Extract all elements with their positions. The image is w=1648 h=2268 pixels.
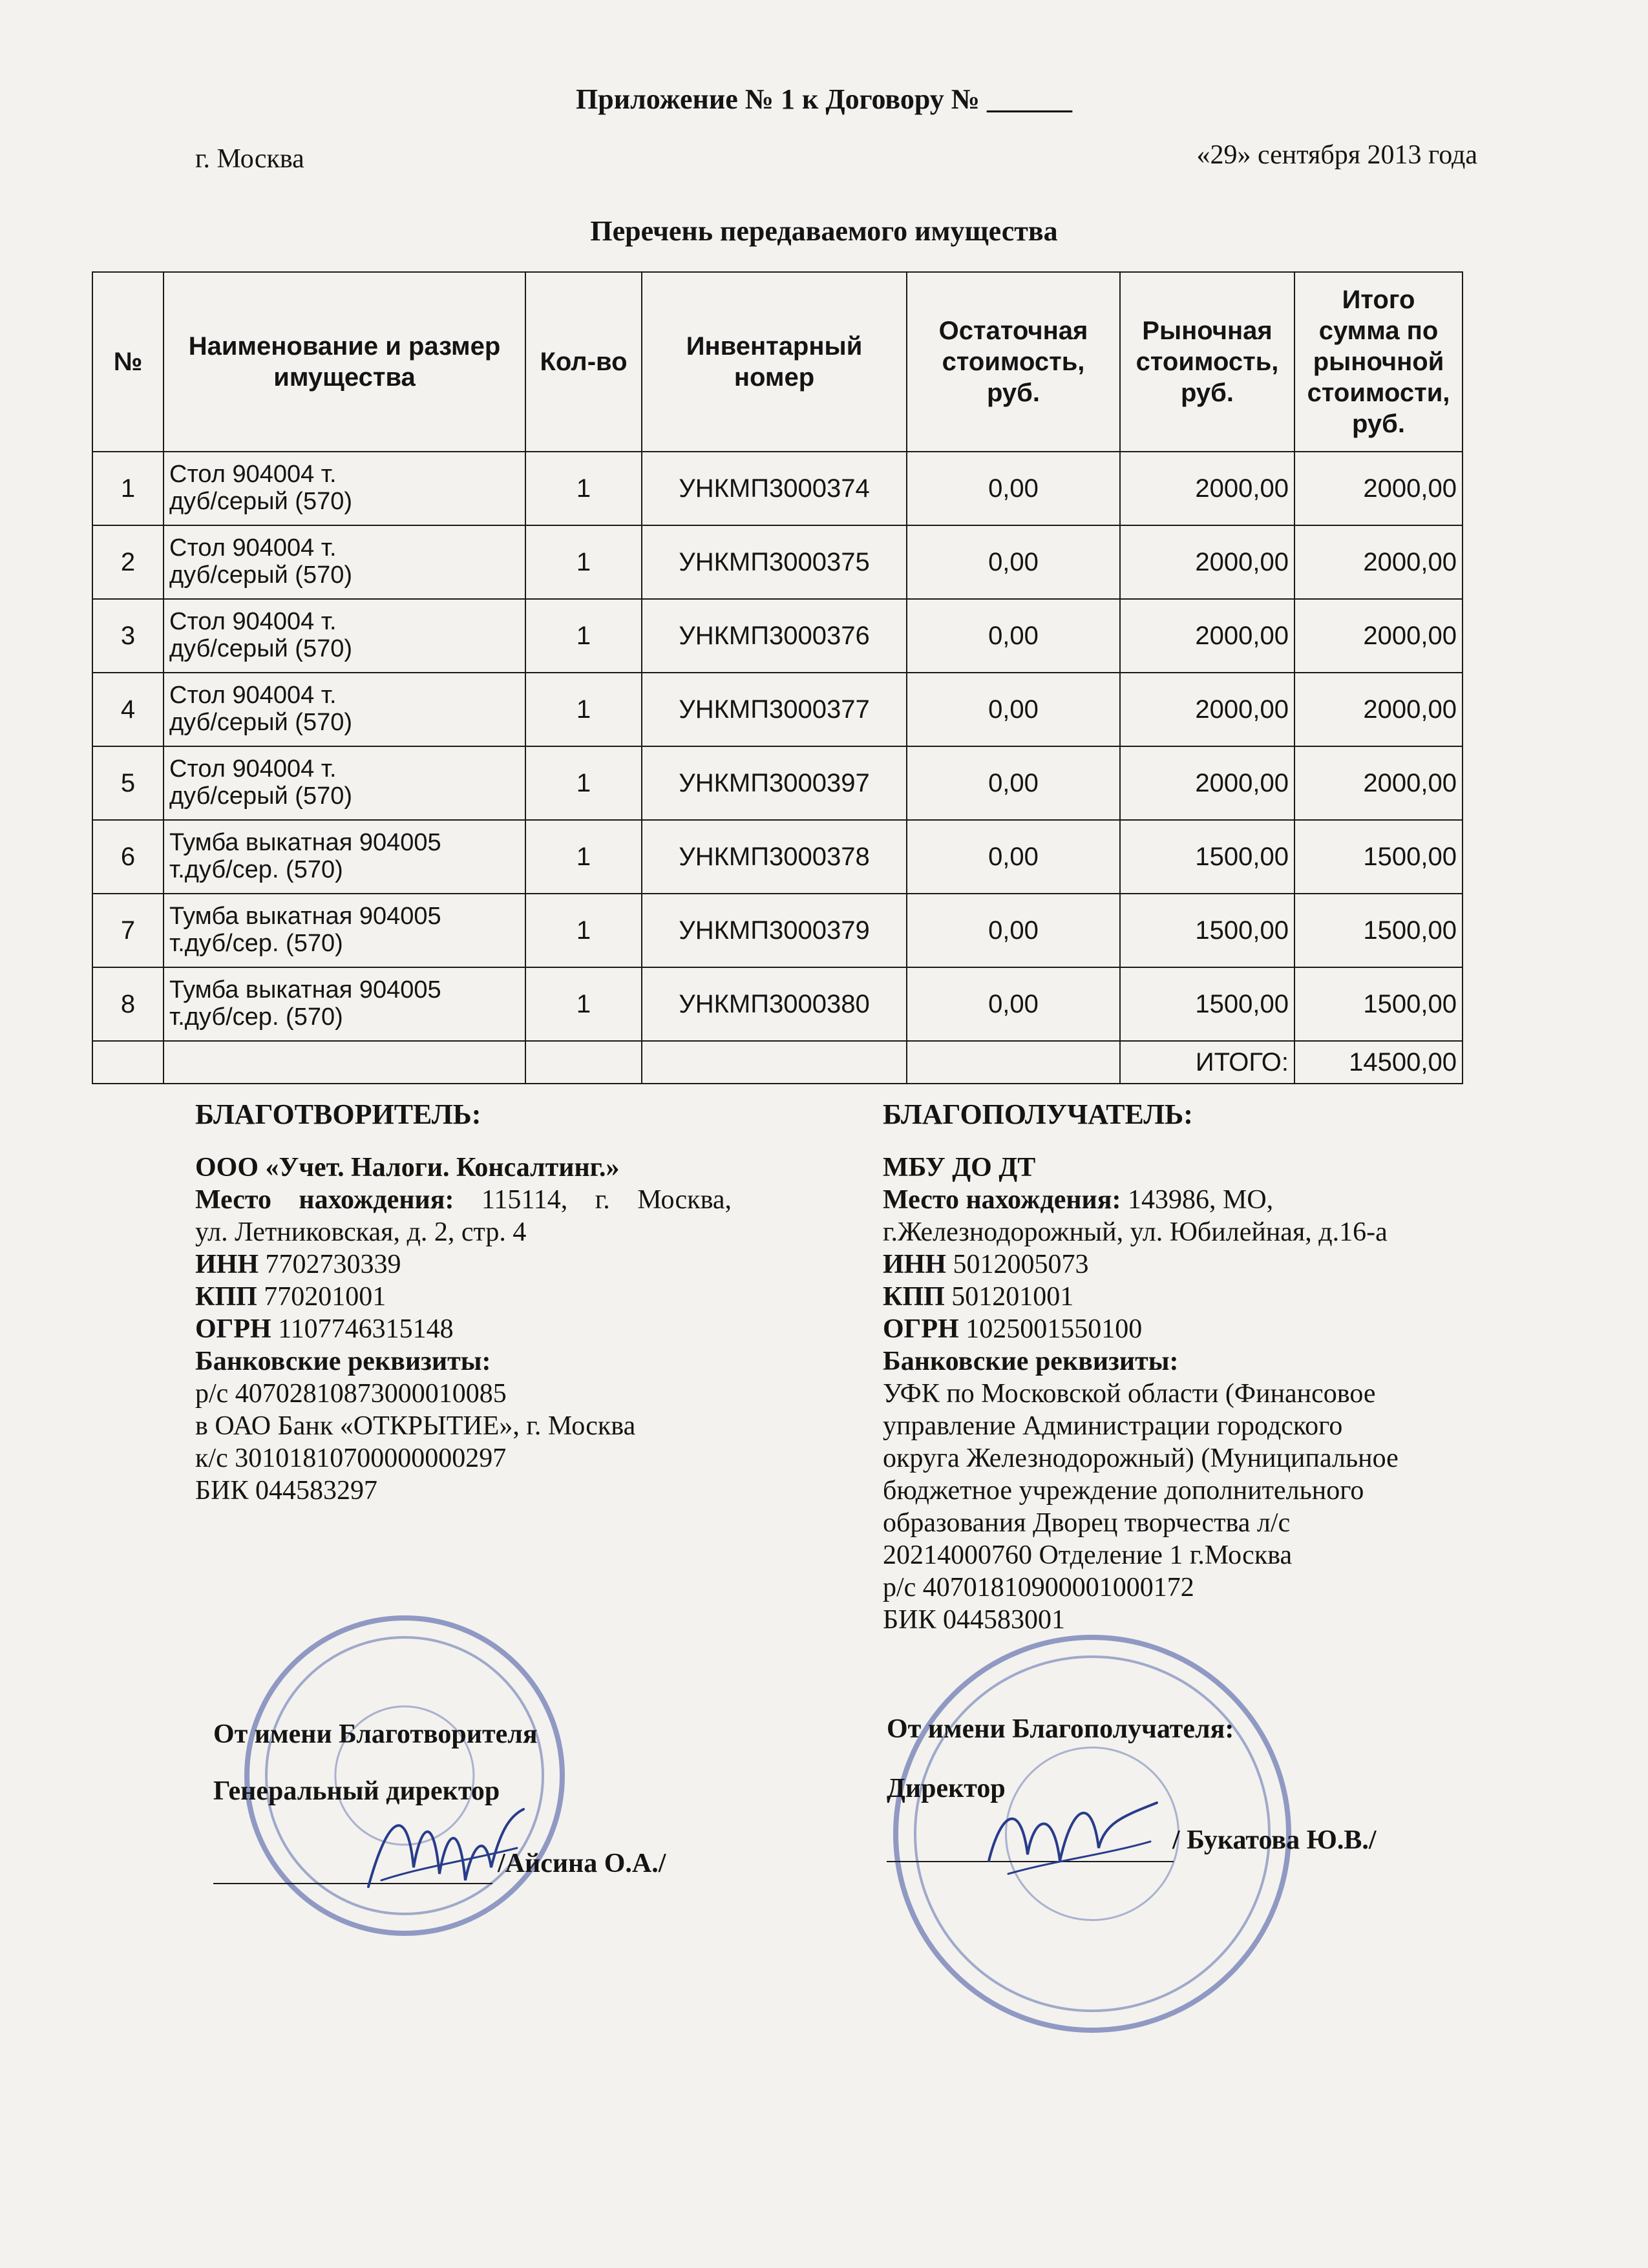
row-market: 2000,00 [1120,673,1294,746]
table-row [92,599,1463,673]
row-inventory: УНКМП3000374 [642,452,907,525]
table-row [92,967,1463,1041]
row-num: 8 [92,967,164,1041]
column-header-market: Рыночная стоимость, руб. [1120,272,1294,452]
recipient-bank-line: округа Железнодорожный) (Муниципальное [883,1444,1399,1473]
recipient-ogrn-label: ОГРН [883,1314,959,1344]
row-name [164,967,525,1041]
donor-ogrn-label: ОГРН [195,1314,271,1344]
recipient-bank-line: УФК по Московской области (Финансовое [883,1379,1376,1409]
column-header-qty: Кол-во [525,272,642,452]
donor-bank-line: в ОАО Банк «ОТКРЫТИЕ», г. Москва [195,1411,636,1441]
row-name-line: дуб/серый (570) [169,709,352,736]
donor-address-label: Место нахождения: [195,1185,454,1215]
row-name [164,746,525,820]
row-name-line: Тумба выкатная 904005 [169,903,441,930]
column-header-name: Наименование и размер имущества [164,272,525,452]
document-title: Приложение № 1 к Договору № ______ [576,83,1072,115]
column-header-num: № [92,272,164,452]
row-name-line: т.дуб/сер. (570) [169,1003,343,1031]
recipient-address-label: Место нахождения: [883,1185,1121,1215]
row-name [164,525,525,599]
row-num: 3 [92,599,164,673]
row-name-line: Стол 904004 т. [169,608,337,636]
row-name-line: Стол 904004 т. [169,755,337,783]
donor-heading: БЛАГОТВОРИТЕЛЬ: [195,1098,481,1130]
donor-bank-label: Банковские реквизиты: [195,1347,491,1376]
table-row [92,894,1463,967]
row-total: 2000,00 [1294,599,1463,673]
donor-bank-line: р/с 40702810873000010085 [195,1379,507,1409]
column-header-total: Итого сумма по рыночной стоимости, руб. [1294,272,1463,452]
empty-cell [642,1041,907,1084]
table-total-row [92,1041,1463,1084]
row-name [164,599,525,673]
row-total: 1500,00 [1294,894,1463,967]
recipient-sign-on-behalf: От имени Благополучателя: [887,1714,1234,1744]
recipient-kpp: 501201001 [951,1282,1074,1312]
row-name-line: Стол 904004 т. [169,461,337,488]
table-row [92,673,1463,746]
donor-ogrn: 1107746315148 [278,1314,454,1344]
row-total: 1500,00 [1294,820,1463,894]
recipient-signature-icon [982,1790,1163,1887]
row-total: 2000,00 [1294,746,1463,820]
recipient-position: Директор [887,1774,1006,1803]
document-date: «29» сентября 2013 года [1196,140,1477,170]
empty-cell [525,1041,642,1084]
row-market: 2000,00 [1120,599,1294,673]
row-market: 2000,00 [1120,525,1294,599]
row-market: 1500,00 [1120,820,1294,894]
total-value: 14500,00 [1294,1041,1463,1084]
row-name-line: Тумба выкатная 904005 [169,976,441,1004]
row-name [164,452,525,525]
recipient-heading: БЛАГОПОЛУЧАТЕЛЬ: [883,1098,1193,1130]
donor-signature-icon [362,1790,530,1900]
recipient-signer: / Букатова Ю.В./ [1172,1825,1377,1855]
recipient-bank-line: р/с 40701810900001000172 [883,1573,1194,1602]
list-title: Перечень передаваемого имущества [590,215,1058,247]
donor-signer: /Айсина О.А./ [498,1849,666,1878]
recipient-bank-line: образования Дворец творчества л/с [883,1508,1291,1538]
row-residual: 0,00 [907,452,1120,525]
recipient-bank-line: БИК 044583001 [883,1605,1065,1635]
donor-address-2: ул. Летниковская, д. 2, стр. 4 [195,1217,527,1247]
row-qty: 1 [525,525,642,599]
row-qty: 1 [525,967,642,1041]
recipient-kpp-line [883,1281,1529,1313]
total-label: ИТОГО: [1120,1041,1294,1084]
donor-details [195,1098,732,1507]
column-header-residual: Остаточная стоимость, руб. [907,272,1120,452]
property-table [92,271,1463,1084]
row-inventory: УНКМП3000376 [642,599,907,673]
row-name-line: т.дуб/сер. (570) [169,930,343,957]
recipient-address-1: 143986, МО, [1127,1185,1274,1215]
recipient-inn: 5012005073 [953,1250,1089,1279]
donor-address-line [195,1184,732,1216]
row-total: 1500,00 [1294,967,1463,1041]
recipient-org: МБУ ДО ДТ [883,1153,1036,1182]
row-inventory: УНКМП3000379 [642,894,907,967]
recipient-bank-line: бюджетное учреждение дополнительного [883,1476,1364,1506]
row-residual: 0,00 [907,967,1120,1041]
row-inventory: УНКМП3000375 [642,525,907,599]
empty-cell [907,1041,1120,1084]
donor-inn-line [195,1248,732,1281]
row-residual: 0,00 [907,820,1120,894]
document-city: г. Москва [195,144,304,174]
row-inventory: УНКМП3000380 [642,967,907,1041]
recipient-address-2: г.Железнодорожный, ул. Юбилейная, д.16-а [883,1217,1388,1247]
donor-position: Генеральный директор [213,1776,500,1806]
row-qty: 1 [525,452,642,525]
row-name-line: Стол 904004 т. [169,534,337,562]
recipient-details [883,1098,1529,1636]
empty-cell [92,1041,164,1084]
row-inventory: УНКМП3000378 [642,820,907,894]
table-row [92,746,1463,820]
donor-inn-label: ИНН [195,1250,259,1279]
recipient-address-line [883,1184,1529,1216]
row-residual: 0,00 [907,894,1120,967]
donor-bank-line: к/с 30101810700000000297 [195,1444,507,1473]
row-name [164,673,525,746]
row-market: 1500,00 [1120,894,1294,967]
column-header-inventory: Инвентарный номер [642,272,907,452]
row-name [164,820,525,894]
row-inventory: УНКМП3000377 [642,673,907,746]
recipient-bank-label: Банковские реквизиты: [883,1347,1179,1376]
recipient-inn-label: ИНН [883,1250,947,1279]
recipient-bank-line: 20214000760 Отделение 1 г.Москва [883,1540,1293,1570]
donor-org: ООО «Учет. Налоги. Консалтинг.» [195,1153,620,1182]
table-row [92,820,1463,894]
row-num: 6 [92,820,164,894]
table-row [92,452,1463,525]
row-qty: 1 [525,820,642,894]
row-market: 2000,00 [1120,746,1294,820]
donor-sign-on-behalf: От имени Благотворителя [213,1719,538,1749]
row-name-line: Тумба выкатная 904005 [169,829,441,857]
row-residual: 0,00 [907,673,1120,746]
row-name-line: дуб/серый (570) [169,782,352,810]
donor-kpp-label: КПП [195,1282,257,1312]
empty-cell [164,1041,525,1084]
row-num: 1 [92,452,164,525]
donor-ogrn-line [195,1313,732,1345]
donor-kpp: 770201001 [264,1282,386,1312]
recipient-ogrn: 1025001550100 [966,1314,1143,1344]
table-row [92,525,1463,599]
table-header-row [92,272,1463,452]
donor-kpp-line [195,1281,732,1313]
recipient-bank-line: управление Администрации городского [883,1411,1343,1441]
recipient-kpp-label: КПП [883,1282,945,1312]
donor-inn: 7702730339 [265,1250,401,1279]
row-name-line: т.дуб/сер. (570) [169,856,343,883]
row-residual: 0,00 [907,525,1120,599]
row-qty: 1 [525,599,642,673]
recipient-inn-line [883,1248,1529,1281]
row-total: 2000,00 [1294,525,1463,599]
donor-bank-line: БИК 044583297 [195,1476,377,1506]
row-total: 2000,00 [1294,673,1463,746]
row-market: 1500,00 [1120,967,1294,1041]
row-name-line: дуб/серый (570) [169,562,352,589]
row-name-line: дуб/серый (570) [169,488,352,515]
row-name-line: дуб/серый (570) [169,635,352,662]
recipient-ogrn-line [883,1313,1529,1345]
row-total: 2000,00 [1294,452,1463,525]
row-qty: 1 [525,746,642,820]
row-num: 7 [92,894,164,967]
row-name-line: Стол 904004 т. [169,682,337,709]
row-inventory: УНКМП3000397 [642,746,907,820]
donor-address-1: 115114, г. Москва, [481,1185,732,1215]
row-residual: 0,00 [907,746,1120,820]
row-num: 5 [92,746,164,820]
row-name [164,894,525,967]
row-num: 4 [92,673,164,746]
row-num: 2 [92,525,164,599]
row-market: 2000,00 [1120,452,1294,525]
row-residual: 0,00 [907,599,1120,673]
row-qty: 1 [525,894,642,967]
row-qty: 1 [525,673,642,746]
